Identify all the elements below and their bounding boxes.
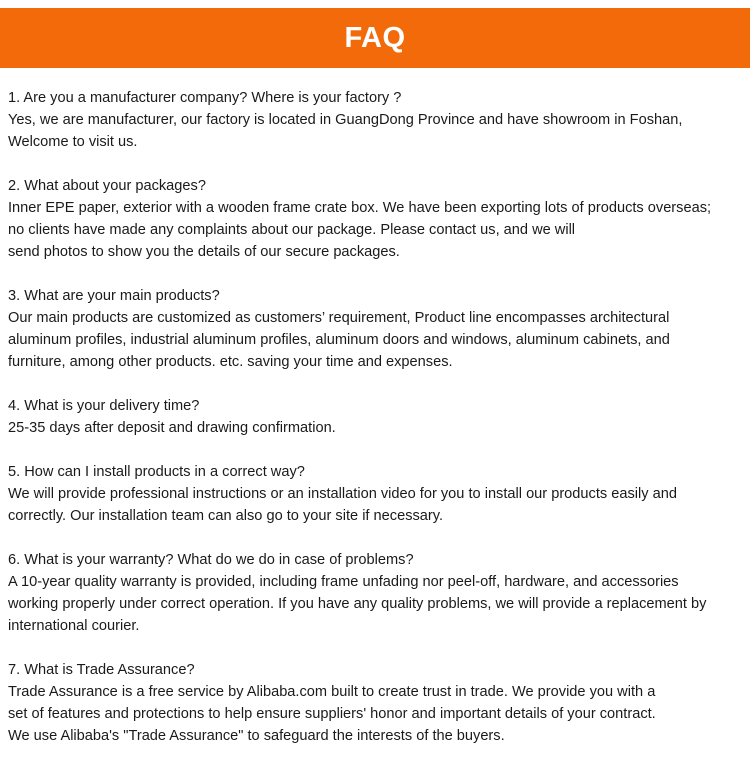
faq-item	[8, 285, 748, 373]
faq-answer-line: correctly. Our installation team can also go to your site if necessary.	[8, 508, 444, 524]
faq-answer-line: set of features and protections to help ensure suppliers' honor and important details of your contract.	[8, 706, 656, 722]
faq-answer-line: We use Alibaba's "Trade Assurance" to safeguard the interests of the buyers.	[8, 728, 505, 744]
faq-header-banner	[0, 8, 750, 68]
faq-list	[8, 87, 748, 769]
faq-item	[8, 175, 748, 263]
faq-question: 6. What is your warranty? What do we do in case of problems?	[8, 552, 414, 568]
faq-answer-line: no clients have made any complaints about our package. Please contact us, and we will	[8, 222, 576, 238]
faq-answer-line: aluminum profiles, industrial aluminum profiles, aluminum doors and windows, aluminum cabinets, and	[8, 332, 670, 348]
faq-item	[8, 461, 748, 527]
faq-item	[8, 87, 748, 153]
faq-answer-line: send photos to show you the details of our secure packages.	[8, 244, 400, 260]
faq-answer-line: Inner EPE paper, exterior with a wooden frame crate box. We have been exporting lots of products overseas;	[8, 200, 712, 216]
faq-answer-line: Trade Assurance is a free service by Alibaba.com built to create trust in trade. We provide you with a	[8, 684, 656, 700]
faq-question: 3. What are your main products?	[8, 288, 220, 304]
faq-answer-line: We will provide professional instructions or an installation video for you to install our products easily and	[8, 486, 677, 502]
faq-item	[8, 395, 748, 439]
faq-question: 4. What is your delivery time?	[8, 398, 200, 414]
faq-answer-line: working properly under correct operation. If you have any quality problems, we will provide a replacement by	[8, 596, 707, 612]
faq-answer-line: Welcome to visit us.	[8, 134, 138, 150]
faq-question: 1. Are you a manufacturer company? Where is your factory ?	[8, 90, 402, 106]
faq-question: 7. What is Trade Assurance?	[8, 662, 195, 678]
faq-item	[8, 659, 748, 747]
faq-answer-line: A 10-year quality warranty is provided, including frame unfading nor peel-off, hardware, and accessories	[8, 574, 679, 590]
faq-item	[8, 549, 748, 637]
faq-answer-line: international courier.	[8, 618, 140, 634]
faq-answer-line: Our main products are customized as customers’ requirement, Product line encompasses architectural	[8, 310, 670, 326]
faq-answer-line: Yes, we are manufacturer, our factory is located in GuangDong Province and have showroom in Foshan,	[8, 112, 683, 128]
faq-answer-line: 25-35 days after deposit and drawing confirmation.	[8, 420, 336, 436]
faq-question: 5. How can I install products in a correct way?	[8, 464, 305, 480]
faq-answer-line: furniture, among other products. etc. saving your time and expenses.	[8, 354, 453, 370]
faq-title: FAQ	[344, 21, 406, 54]
faq-question: 2. What about your packages?	[8, 178, 206, 194]
